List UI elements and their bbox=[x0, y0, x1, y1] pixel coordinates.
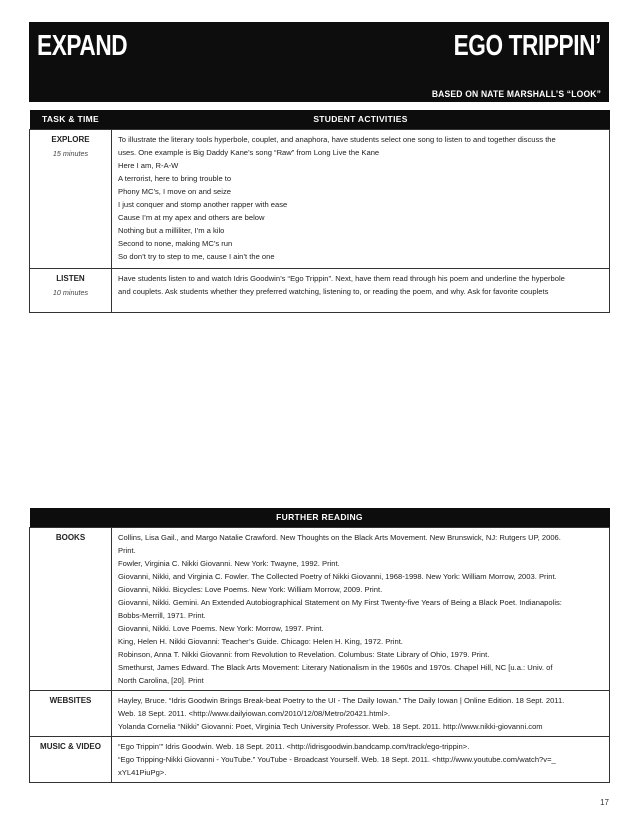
citation-line: North Carolina, [20]. Print bbox=[118, 675, 204, 685]
citation-line: Giovanni, Nikki. Love Poems. New York: Morrow, 1997. Print. bbox=[118, 623, 324, 633]
reading-entries bbox=[112, 690, 610, 736]
reading-category: BOOKS bbox=[55, 532, 86, 542]
page-banner bbox=[29, 22, 609, 102]
citation-line: King, Helen H. Nikki Giovanni: Teacher’s Guide. Chicago: Helen H. King, 1972. Print. bbox=[118, 636, 403, 646]
reading-category: WEBSITES bbox=[49, 695, 92, 705]
lyric-line: So don’t try to step to me, cause I ain’t the one bbox=[118, 251, 275, 261]
reading-category-cell bbox=[30, 736, 112, 782]
citation-line: Web. 18 Sept. 2011. <http://www.dailyiowan.com/2010/12/08/Metro/20421.html>. bbox=[118, 708, 390, 718]
lyric-line: Here I am, R-A-W bbox=[118, 160, 179, 170]
text-line: To illustrate the literary tools hyperbole, couplet, and anaphora, have students select one song to listen to and together discuss the bbox=[118, 134, 556, 144]
citation-line: Fowler, Virginia C. Nikki Giovanni. New York: Twayne, 1992. Print. bbox=[118, 558, 340, 568]
lyric-line: A terrorist, here to bring trouble to bbox=[118, 173, 232, 183]
reading-row-books bbox=[30, 527, 610, 690]
lesson-subtitle: BASED ON NATE MARSHALL’S “LOOK” bbox=[431, 89, 601, 100]
citation-line: Hayley, Bruce. “Idris Goodwin Brings Break-beat Poetry to the UI - The Daily Iowan.” The Daily Iowan | Online Edition. 18 Sept. 2011. bbox=[118, 695, 565, 705]
citation-line: Smethurst, James Edward. The Black Arts Movement: Literary Nationalism in the 1960s and 1970s. Chapel Hill, NC [u.a.: Univ. of bbox=[118, 662, 553, 672]
reading-entries bbox=[112, 736, 610, 782]
further-reading-title: FURTHER READING bbox=[276, 512, 363, 523]
citation-line: “Ego Tripping-Nikki Giovanni - YouTube.” YouTube - Broadcast Yourself. Web. 18 Sept. 2011. <http://www.youtube.com/watch?v=_ bbox=[118, 754, 556, 764]
activity-description bbox=[112, 268, 610, 312]
citation-line: Yolanda Cornelia “Nikki” Giovanni: Poet, Virginia Tech University Professor. Web. 18 Sept. 2011. http://www.nikki-giovanni.com bbox=[118, 721, 543, 731]
citation-line: Collins, Lisa Gail., and Margo Natalie Crawford. New Thoughts on the Black Arts Movement. New Brunswick, NJ: Rutgers UP, 2006. bbox=[118, 532, 561, 542]
reading-row-websites bbox=[30, 690, 610, 736]
activity-label-cell bbox=[30, 268, 112, 312]
lyric-line: I just conquer and stomp another rapper with ease bbox=[118, 199, 288, 209]
reading-category-cell bbox=[30, 690, 112, 736]
further-reading-header-row bbox=[30, 508, 610, 527]
reading-category-cell bbox=[30, 527, 112, 690]
reading-category: MUSIC & VIDEO bbox=[40, 741, 101, 751]
citation-line: “Ego Trippin’” Idris Goodwin. Web. 18 Sept. 2011. <http://idrisgoodwin.bandcamp.com/track/ego-trippin>. bbox=[118, 741, 470, 751]
lyric-line: Phony MC’s, I move on and seize bbox=[118, 186, 231, 196]
activity-row-explore bbox=[30, 129, 610, 268]
further-reading-header bbox=[112, 508, 610, 527]
activities-table bbox=[29, 110, 610, 313]
reading-entries bbox=[112, 527, 610, 690]
lyric-line: Second to none, making MC’s run bbox=[118, 238, 233, 248]
reading-row-music-video bbox=[30, 736, 610, 782]
citation-line: Bobbs-Merrill, 1971. Print. bbox=[118, 610, 206, 620]
activity-label-cell bbox=[30, 129, 112, 268]
text-line: and couplets. Ask students whether they preferred watching, listening to, or reading the poem, and why. Ask for favorite couplets bbox=[118, 286, 549, 296]
citation-line: xYL41PiuPg>. bbox=[118, 767, 167, 777]
citation-line: Robinson, Anna T. Nikki Giovanni: from Revolution to Revelation. Columbus: State Library of Ohio, 1979. Print. bbox=[118, 649, 490, 659]
activity-description bbox=[112, 129, 610, 268]
citation-line: Giovanni, Nikki. Gemini. An Extended Autobiographical Statement on My First Twenty-five Years of Being a Black Poet. Indianapolis: bbox=[118, 597, 562, 607]
activity-time: 10 minutes bbox=[52, 287, 89, 297]
text-line: Have students listen to and watch Idris Goodwin’s “Ego Trippin”. Next, have them read through his poem and underline the hyperbole bbox=[118, 273, 565, 283]
text-line: uses. One example is Big Daddy Kane’s song “Raw” from Long Live the Kane bbox=[118, 147, 380, 157]
activity-name: LISTEN bbox=[56, 273, 85, 283]
section-title: EXPAND bbox=[37, 30, 128, 62]
further-reading-table bbox=[29, 508, 610, 783]
citation-line: Print. bbox=[118, 545, 136, 555]
lyric-line: Nothing but a milliliter, I’m a kilo bbox=[118, 225, 225, 235]
student-activities-header: STUDENT ACTIVITIES bbox=[112, 110, 610, 129]
citation-line: Giovanni, Nikki. Bicycles: Love Poems. New York: William Morrow, 2009. Print. bbox=[118, 584, 383, 594]
citation-line: Giovanni, Nikki, and Virginia C. Fowler. The Collected Poetry of Nikki Giovanni, 1968-1998. New York: William Morrow, 2003. Print. bbox=[118, 571, 557, 581]
activity-time: 15 minutes bbox=[52, 148, 89, 158]
lesson-title: EGO TRIPPIN’ bbox=[453, 30, 601, 62]
lyric-line: Cause I’m at my apex and others are below bbox=[118, 212, 265, 222]
activity-row-listen bbox=[30, 268, 610, 312]
task-time-header: TASK & TIME bbox=[30, 110, 112, 129]
activity-name: EXPLORE bbox=[51, 134, 90, 144]
activities-header-row bbox=[30, 110, 610, 129]
page-number: 17 bbox=[600, 798, 609, 807]
